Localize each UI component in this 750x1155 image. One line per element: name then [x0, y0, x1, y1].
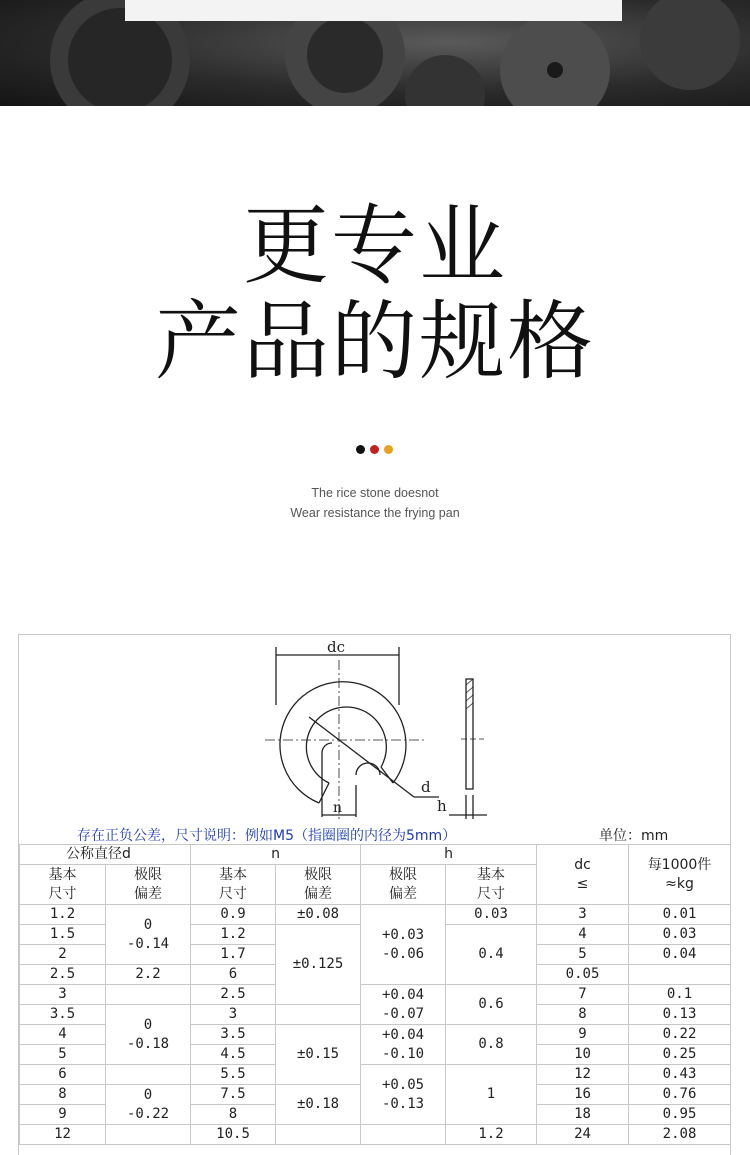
cell-weight: 0.01	[629, 905, 731, 925]
cell-n-tol: ±0.18	[276, 1085, 361, 1125]
cell-d-basic: 12	[20, 1125, 106, 1145]
headline-line1: 更专业	[243, 196, 507, 296]
e-clip-drawing	[19, 635, 730, 825]
header-dc: dc ≤	[537, 845, 629, 905]
dot-red	[370, 445, 379, 454]
unit-label: 单位：mm	[599, 828, 669, 844]
cell-h-basic: 1.2	[446, 1125, 537, 1145]
decorative-dots	[356, 445, 396, 455]
cell-dc: 16	[537, 1085, 629, 1105]
cell-dc: 3	[537, 905, 629, 925]
spec-table	[19, 844, 731, 1145]
cell-d-basic: 3.5	[20, 1005, 106, 1025]
cell-dc: 10	[537, 1045, 629, 1065]
cell-dc: 24	[537, 1125, 629, 1145]
cell-n-basic: 7.5	[191, 1085, 276, 1105]
header-weight: 每1000件 ≈kg	[629, 845, 731, 905]
cell-weight: 0.1	[629, 985, 731, 1005]
subtitle-line1: The rice stone doesnot	[311, 486, 439, 500]
cell-dc: 9	[537, 1025, 629, 1045]
cell-d-basic: 2	[20, 945, 106, 965]
cell-d-basic: 9	[20, 1105, 106, 1125]
cell-weight: 2.08	[629, 1125, 731, 1145]
cell-h-basic: 1	[446, 1065, 537, 1125]
size-note: 存在正负公差，尺寸说明：例如M5（指圈圈的内径为5mm）	[77, 828, 457, 844]
cell-n-basic: 0.9	[191, 905, 276, 925]
cell-h-basic: 0.8	[446, 1025, 537, 1065]
cell-d-tol: 0 -0.14	[106, 905, 191, 965]
cell-d-tol: 0 -0.22	[106, 1085, 191, 1125]
header-d: 公称直径d	[20, 845, 191, 865]
cell-n-basic: 10.5	[191, 1125, 276, 1145]
table-row	[20, 985, 731, 1005]
cell-n-tol	[276, 1005, 361, 1025]
cell-weight: 0.05	[537, 965, 629, 985]
cell-n-tol: ±0.15	[276, 1025, 361, 1085]
cell-n-basic: 4.5	[191, 1045, 276, 1065]
cell-h-basic: 0.03	[446, 905, 537, 925]
dot-black	[356, 445, 365, 454]
label-d: d	[421, 778, 431, 796]
cell-n-tol: ±0.125	[276, 925, 361, 1005]
cell-dc: 4	[537, 925, 629, 945]
cell-n-basic: 3	[191, 1005, 276, 1025]
header-h-basic: 基本 尺寸	[446, 865, 537, 905]
cell-d-basic: 1.2	[20, 905, 106, 925]
cell-dc: 5	[537, 945, 629, 965]
cell-h-basic: 0.6	[446, 985, 537, 1025]
cell-n-tol	[276, 1125, 361, 1145]
cell-d-basic: 3	[20, 985, 106, 1005]
cell-weight: 0.25	[629, 1045, 731, 1065]
cell-h-tol: +0.04 -0.07	[361, 985, 446, 1025]
table-row	[20, 1065, 731, 1085]
cell-d-basic: 5	[20, 1045, 106, 1065]
hero-banner	[0, 0, 750, 106]
cell-d-basic: 8	[20, 1085, 106, 1105]
cell-dc: 18	[537, 1105, 629, 1125]
header-n: n	[191, 845, 361, 865]
cell-h-tol: +0.05 -0.13	[361, 1065, 446, 1125]
cell-d-tol	[106, 985, 191, 1005]
cell-n-basic: 1.2	[191, 925, 276, 945]
cell-d-basic: 4	[20, 1025, 106, 1045]
cell-n-tol: ±0.08	[276, 905, 361, 925]
cell-weight: 0.76	[629, 1085, 731, 1105]
headline-line2: 产品的规格	[155, 292, 595, 392]
header-d-tol: 极限 偏差	[106, 865, 191, 905]
cell-h-tol: +0.03 -0.06	[361, 905, 446, 985]
cell-d-tol	[106, 1125, 191, 1145]
hero-overlay-bar	[125, 0, 622, 21]
label-h: h	[437, 797, 447, 815]
header-n-tol: 极限 偏差	[276, 865, 361, 905]
cell-weight: 0.13	[629, 1005, 731, 1025]
cell-d-basic: 1.5	[20, 925, 106, 945]
cell-h-tol	[361, 1125, 446, 1145]
cell-h-tol: +0.04 -0.10	[361, 1025, 446, 1065]
cell-d-tol: 0 -0.18	[106, 1005, 191, 1065]
label-n: n	[333, 800, 343, 816]
header-h: h	[361, 845, 537, 865]
dot-yellow	[384, 445, 393, 454]
table-row	[20, 1125, 731, 1145]
spec-table-body	[20, 905, 731, 1145]
cell-n-basic: 2.5	[191, 985, 276, 1005]
cell-n-basic: 1.7	[191, 945, 276, 965]
cell-weight: 0.22	[629, 1025, 731, 1045]
cell-dc: 8	[537, 1005, 629, 1025]
cell-dc: 12	[537, 1065, 629, 1085]
cell-d-basic: 2.5	[20, 965, 106, 985]
cell-weight: 0.43	[629, 1065, 731, 1085]
header-d-basic: 基本 尺寸	[20, 865, 106, 905]
subtitle-line2: Wear resistance the frying pan	[290, 506, 460, 520]
cell-weight: 0.04	[629, 945, 731, 965]
spec-panel	[18, 634, 731, 1155]
cell-n-basic: 2.2	[106, 965, 191, 985]
cell-dc: 6	[191, 965, 276, 985]
cell-n-basic: 3.5	[191, 1025, 276, 1045]
label-dc: dc	[327, 638, 346, 656]
header-n-basic: 基本 尺寸	[191, 865, 276, 905]
table-row	[20, 905, 731, 925]
cell-d-basic: 6	[20, 1065, 106, 1085]
cell-d-tol	[106, 1065, 191, 1085]
cell-n-basic: 8	[191, 1105, 276, 1125]
cell-weight: 0.03	[629, 925, 731, 945]
cell-h-basic: 0.4	[446, 925, 537, 985]
cell-weight: 0.95	[629, 1105, 731, 1125]
cell-dc: 7	[537, 985, 629, 1005]
cell-n-basic: 5.5	[191, 1065, 276, 1085]
header-h-tol: 极限 偏差	[361, 865, 446, 905]
